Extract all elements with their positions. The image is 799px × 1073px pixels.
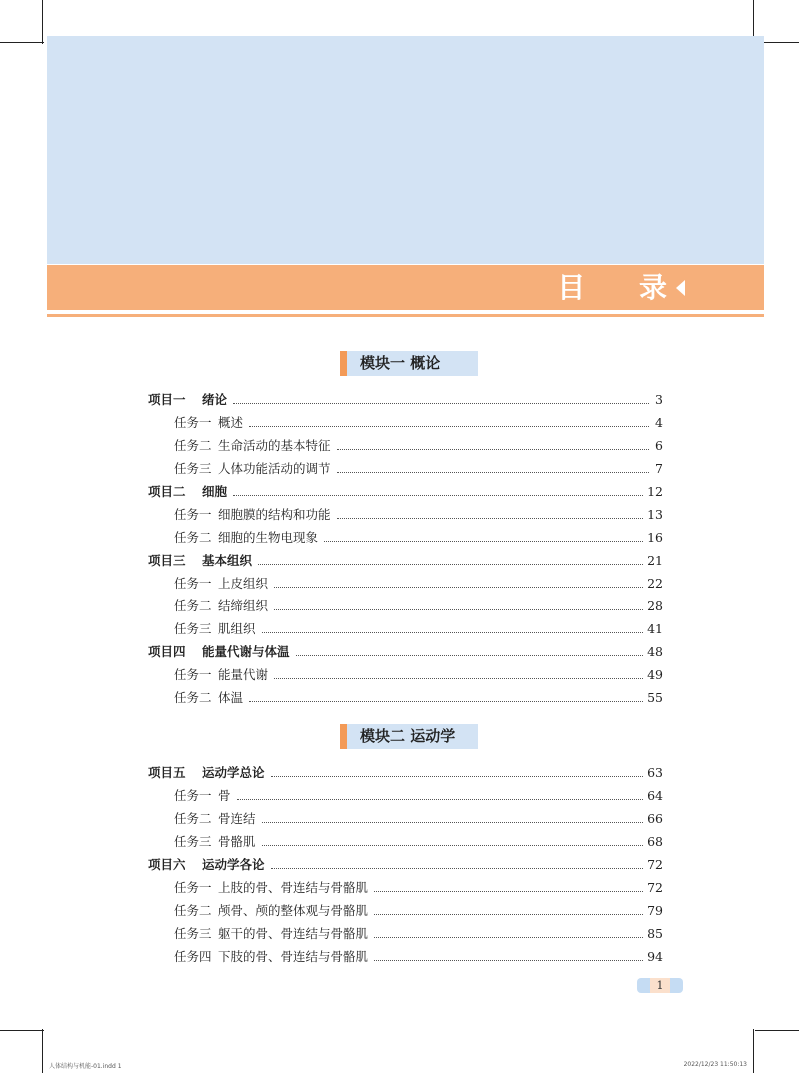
toc-task-row [174,784,663,804]
toc-leader-dots [337,518,644,519]
toc-entry-page: 68 [647,834,663,849]
toc-entry-title: 基本组织 [202,553,253,568]
toc-entry-page: 85 [647,926,663,941]
toc-entry-title: 运动学总论 [202,765,265,780]
toc-entry-number: 任务二 [174,530,212,545]
crop-mark [0,1030,44,1031]
toc-entry-title: 细胞的生物电现象 [218,530,319,545]
footer-file-info: 人体结构与机能-01.indd 1 [49,1063,122,1070]
toc-entry-number: 项目五 [148,765,186,780]
toc-entry-title: 骨 [218,788,231,803]
toc-entry-page: 64 [647,788,663,803]
toc-entry-number: 项目六 [148,857,186,872]
toc-entry-page: 7 [655,461,663,476]
toc-project-row [148,480,663,500]
toc-entry-page: 48 [647,644,663,659]
toc-leader-dots [374,914,643,915]
toc-entry-page: 16 [647,530,663,545]
toc-entry-page: 72 [647,880,663,895]
toc-leader-dots [296,655,644,656]
toc-entry-title: 上肢的骨、骨连结与骨骼肌 [218,880,369,895]
toc-task-row [174,899,663,919]
toc-task-row [174,594,663,614]
toc-leader-dots [249,701,643,702]
toc-leader-dots [374,937,643,938]
toc-task-row [174,434,663,454]
toc-task-row [174,922,663,942]
toc-entry-number: 任务二 [174,903,212,918]
toc-entry-number: 任务一 [174,880,212,895]
toc-task-row [174,663,663,683]
toc-task-row [174,945,663,965]
toc-entry-number: 项目三 [148,553,186,568]
toc-entry-page: 79 [647,903,663,918]
crop-mark [42,1029,43,1073]
toc-entry-page: 13 [647,507,663,522]
module-heading: 模块一 概论 [340,351,478,376]
toc-entry-page: 4 [655,415,663,430]
header-blue-panel [47,36,764,264]
toc-entry-title: 下肢的骨、骨连结与骨骼肌 [218,949,369,964]
toc-entry-title: 能量代谢 [218,667,269,682]
toc-entry-title: 颅骨、颅的整体观与骨骼肌 [218,903,369,918]
toc-entry-number: 任务二 [174,690,212,705]
toc-entry-title: 骨骼肌 [218,834,256,849]
toc-entry-number: 任务二 [174,598,212,613]
toc-leader-dots [374,960,643,961]
toc-entry-number: 任务四 [174,949,212,964]
toc-leader-dots [271,868,644,869]
toc-entry-page: 12 [647,484,663,499]
toc-leader-dots [237,799,644,800]
toc-entry-title: 运动学各论 [202,857,265,872]
toc-task-row [174,503,663,523]
toc-task-row [174,572,663,592]
toc-leader-dots [337,449,649,450]
toc-entry-page: 49 [647,667,663,682]
page-number: 1 [650,978,670,993]
toc-entry-page: 94 [647,949,663,964]
toc-leader-dots [262,845,644,846]
toc-task-row [174,526,663,546]
toc-entry-title: 体温 [218,690,244,705]
toc-leader-dots [337,472,649,473]
toc-entry-title: 上皮组织 [218,576,269,591]
toc-title-underline [47,314,764,317]
toc-leader-dots [274,678,643,679]
toc-entry-page: 28 [647,598,663,613]
toc-entry-page: 41 [647,621,663,636]
toc-task-row [174,830,663,850]
toc-task-row [174,686,663,706]
toc-entry-number: 任务一 [174,576,212,591]
toc-entry-number: 项目一 [148,392,186,407]
triangle-left-icon [676,280,685,296]
toc-entry-title: 肌组织 [218,621,256,636]
crop-mark [753,1029,754,1073]
toc-leader-dots [262,632,644,633]
toc-project-row [148,388,663,408]
toc-entry-title: 躯干的骨、骨连结与骨骼肌 [218,926,369,941]
toc-project-row [148,761,663,781]
toc-entry-title: 结缔组织 [218,598,269,613]
toc-entry-title: 能量代谢与体温 [202,644,290,659]
toc-leader-dots [233,495,643,496]
toc-entry-title: 细胞膜的结构和功能 [218,507,331,522]
toc-leader-dots [274,609,643,610]
toc-entry-page: 55 [647,690,663,705]
toc-entry-number: 任务三 [174,834,212,849]
toc-leader-dots [262,822,644,823]
toc-entry-number: 任务二 [174,811,212,826]
toc-entry-title: 骨连结 [218,811,256,826]
toc-entry-number: 任务一 [174,415,212,430]
page-number-badge [637,978,683,993]
toc-entry-page: 63 [647,765,663,780]
toc-task-row [174,876,663,896]
toc-entry-page: 66 [647,811,663,826]
toc-entry-number: 任务三 [174,461,212,476]
toc-title: 目 录 [557,271,689,304]
toc-leader-dots [233,403,649,404]
toc-leader-dots [271,776,644,777]
toc-entry-number: 任务三 [174,926,212,941]
toc-entry-title: 人体功能活动的调节 [218,461,331,476]
crop-mark [0,42,44,43]
toc-entry-number: 任务一 [174,507,212,522]
toc-entry-page: 72 [647,857,663,872]
crop-mark [42,0,43,44]
toc-project-row [148,853,663,873]
toc-entry-page: 22 [647,576,663,591]
toc-entry-number: 任务一 [174,788,212,803]
toc-entry-number: 项目四 [148,644,186,659]
toc-entry-number: 任务二 [174,438,212,453]
toc-entry-number: 任务一 [174,667,212,682]
toc-entry-title: 概述 [218,415,244,430]
toc-leader-dots [374,891,643,892]
toc-entry-title: 生命活动的基本特征 [218,438,331,453]
toc-leader-dots [258,564,643,565]
toc-entry-title: 绪论 [202,392,228,407]
toc-task-row [174,617,663,637]
footer-timestamp: 2022/12/23 11:50:13 [683,1061,747,1068]
toc-leader-dots [274,587,643,588]
toc-entry-title: 细胞 [202,484,228,499]
toc-entry-number: 项目二 [148,484,186,499]
toc-entry-page: 6 [655,438,663,453]
toc-entry-page: 21 [647,553,663,568]
toc-project-row [148,549,663,569]
crop-mark [755,1030,799,1031]
module-heading: 模块二 运动学 [340,724,478,749]
toc-leader-dots [249,426,649,427]
toc-leader-dots [324,541,643,542]
toc-project-row [148,640,663,660]
toc-entry-page: 3 [655,392,663,407]
toc-task-row [174,807,663,827]
toc-task-row [174,411,663,431]
toc-task-row [174,457,663,477]
toc-entry-number: 任务三 [174,621,212,636]
